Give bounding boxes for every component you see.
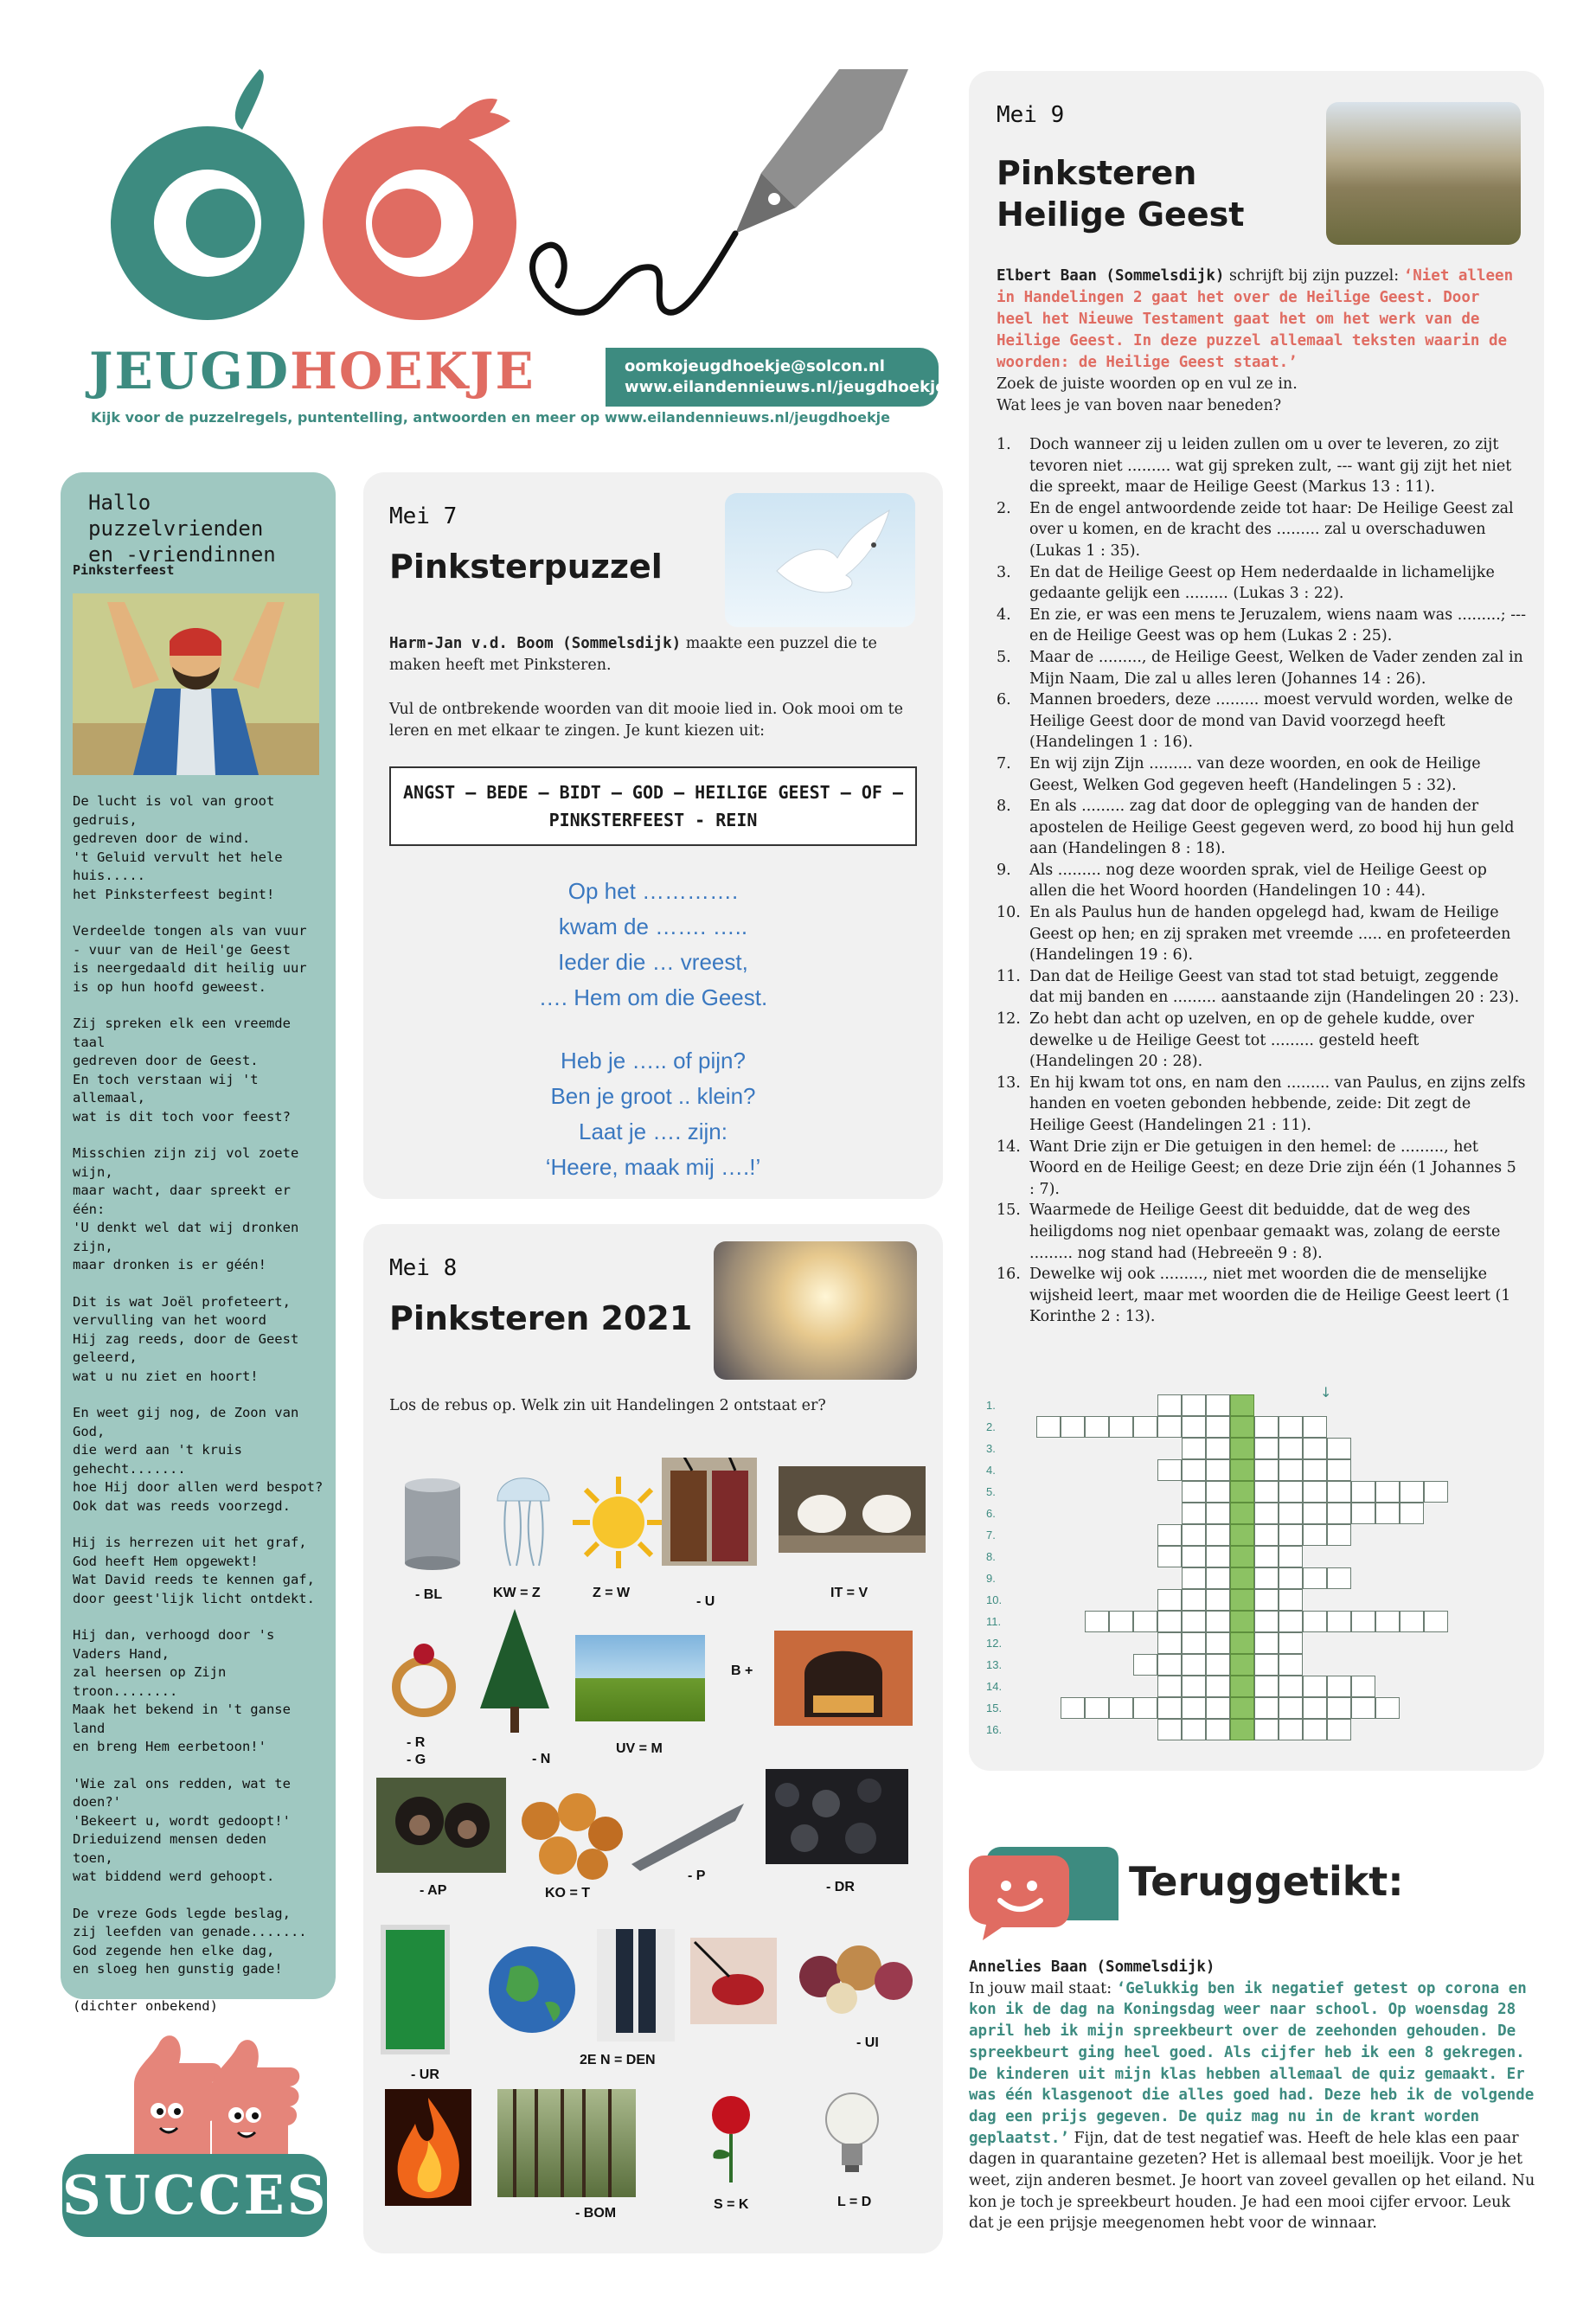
grid-cell[interactable] [1375,1503,1400,1524]
poem-credit: (dichter onbekend) [73,1997,218,2014]
grid-cell[interactable] [1157,1719,1182,1740]
succes-text: SUCCES [62,2163,329,2227]
question-item: 9. Als ......... nog deze woorden sprak, viel de Heilige Geest op allen die het Woord hoorden (Handelingen 10 : 44). [997,861,1487,901]
panel-date: Mei 8 [389,1255,458,1281]
question-list [997,434,1526,1328]
poem-title: Pinksterfeest [73,562,175,578]
grid-cell[interactable] [1351,1481,1375,1503]
grid-cell[interactable] [1206,1589,1230,1611]
grid-cell[interactable] [1206,1546,1230,1567]
grid-cell-highlight[interactable] [1230,1611,1254,1632]
poem [73,792,328,2034]
blood-image [690,1938,777,2024]
crossword-grid [969,1384,1544,1758]
poem-stanza: De vreze Gods legde beslag, zij leefden van genade....... God zegende hen elke dag, en sloeg hen gunstig gade! [73,1905,307,1977]
question-item: 7. En wij zijn Zijn ......... van deze woorden, en ook de Heilige Geest, Welken God gegeven heeft (Handelingen 5 : 32). [997,754,1481,794]
grid-cell-highlight[interactable] [1230,1589,1254,1611]
grid-cell[interactable] [1206,1654,1230,1676]
grid-cell[interactable] [1182,1697,1206,1719]
grid-row-number: 2. [986,1420,996,1433]
grid-cell[interactable] [1157,1632,1182,1654]
instruction-text: Los de rebus op. Welk zin uit Handelingen 2 ontstaat er? [389,1397,826,1414]
forest-image [497,2089,636,2197]
grid-row-number: 11. [986,1615,1002,1628]
grid-cell-highlight[interactable] [1230,1416,1254,1438]
author-name: Elbert Baan (Sommelsdijk) [997,267,1225,285]
grid-cell[interactable] [1254,1459,1279,1481]
grid-cell[interactable] [1279,1676,1303,1697]
panel-title: Pinksterpuzzel [389,548,663,586]
grid-cell-highlight[interactable] [1230,1524,1254,1546]
question-item: 10. En als Paulus hun de handen opgelegd had, kwam de Heilige Geest op hen; en zij spraken met vreemde ..... en profeteerden (Handelingen 19 : 6). [997,904,1511,965]
grid-cell[interactable] [1254,1567,1279,1589]
grid-cell[interactable] [1157,1611,1182,1632]
instruction-text: Vul de ontbrekende woorden van dit mooie lied in. Ook mooi om te leren en met elkaar te zingen. Je kunt kiezen uit: [389,701,903,740]
question-item: 12. Zo hebt dan acht op uzelven, en op de gehele kudde, over dewelke u de Heilige Geest tot ......... gesteld heeft (Handelingen 20 : 28). [997,1010,1474,1071]
grid-cell[interactable] [1206,1719,1230,1740]
contact-email[interactable]: oomkojeugdhoekje@solcon.nl [625,357,885,375]
grid-cell[interactable] [1254,1676,1279,1697]
panel-date: Mei 7 [389,503,458,529]
goats-image [779,1466,926,1553]
grid-cell[interactable] [1182,1632,1206,1654]
grid-cell[interactable] [1327,1676,1351,1697]
grid-row-number: 9. [986,1572,996,1585]
grid-cell[interactable] [1375,1611,1400,1632]
grid-cell[interactable] [1303,1697,1327,1719]
grid-row-number: 3. [986,1442,996,1455]
grid-cell[interactable] [1254,1416,1279,1438]
poem-stanza: Verdeelde tongen als van vuur - vuur van de Heil'ge Geest is neergedaald dit heilig uur is op hun hoofd geweest. [73,923,307,995]
rebus-label: L = D [837,2195,872,2209]
grid-cell[interactable] [1375,1481,1400,1503]
question-item: 4. En zie, er was een mens te Jeruzalem, wiens naam was .........; --- en de Heilige Geest was op hem (Lukas 2 : 25). [997,606,1527,645]
speech-bubble-icon [967,1838,1118,1942]
balls-image [515,1786,627,1881]
question-item: 11. Dan dat de Heilige Geest van stad tot stad betuigt, zeggende dat mij banden en ......... aanstaande zijn (Handelingen 20 : 23). [997,967,1520,1007]
poem-stanza: Zij spreken elk een vreemde taal gedreven door de Geest. En toch verstaan wij 't allemaal, wat is dit toch voor feest? [73,1016,291,1125]
grid-row-number: 12. [986,1637,1003,1650]
rebus-label: S = K [714,2197,749,2212]
grid-cell[interactable] [1254,1546,1279,1567]
rebus-label: - DR [826,1880,855,1894]
grid-cell[interactable] [1351,1503,1375,1524]
teruggetikt-text: Annelies Baan (Sommelsdijk) In jouw mail staat: ‘Gelukkig ben ik negatief getest op corona en kon ik de dag na Koningsdag weer naar school. Op woensdag 28 april heb ik mijn spreekbeurt over de zeehonden gehouden. De spreekbeurt ging heel goed. Als cijfer heb ik een 8 gekregen. De kinderen uit mijn klas hebben allemaal de quiz gemaakt. Er was één klasgenoot die alles goed had. Deze heb ik de volgende dag een prijs gegeven. De quiz mag nu in de krant worden geplaatst.’ Fijn, dat de test negatief was. Heeft de hele klas een paar dagen in quarantaine gezeten? Het is allemaal best moeilijk. Voor je het weet, zijn anderen besmet. Je hoort van zoveel gevallen op het eiland. Nu kon je toch je spreekbeurt houden. Je had een mooi cijfer ervoor. Leuk dat je een prijsje meegenomen hebt voor de winnaar. [969,1958,1535,2233]
grid-cell[interactable] [1206,1459,1230,1481]
grid-cell[interactable] [1279,1567,1303,1589]
panel-mei9 [969,71,1544,1771]
grid-cell[interactable] [1327,1481,1351,1503]
poem-stanza: 'Wie zal ons redden, wat te doen?' 'Bekeert u, wordt gedoopt!' Drieduizend mensen deden toen, wat biddend werd gehoopt. [73,1775,291,1884]
grid-cell[interactable] [1206,1503,1230,1524]
rebus-label: 2E N = DEN [580,2053,656,2067]
hill-image [575,1635,705,1721]
succes-badge [62,2154,327,2237]
grid-cell[interactable] [1351,1611,1375,1632]
grid-cell[interactable] [1327,1611,1351,1632]
grid-cell[interactable] [1303,1459,1327,1481]
greeting-line2: en -vriendinnen [88,542,276,567]
grid-cell[interactable] [1157,1546,1182,1567]
grid-row-number: 7. [986,1529,996,1541]
grid-cell[interactable] [1182,1394,1206,1416]
grid-cell[interactable] [1206,1481,1230,1503]
grid-cell[interactable] [1206,1632,1230,1654]
grid-cell[interactable] [1133,1654,1157,1676]
grid-row-number: 8. [986,1550,996,1563]
rebus-label: - UR [411,2067,439,2082]
logo-graphic [82,69,567,363]
rebus-label: IT = V [830,1586,869,1600]
grid-cell[interactable] [1254,1719,1279,1740]
poem-stanza: Hij is herrezen uit het graf, God heeft Hem opgewekt! Wat David reeds te kennen gaf, door geest'lijk licht ontdekt. [73,1535,315,1606]
poem-stanza: Dit is wat Joël profeteert, vervulling van het woord Hij zag reeds, door de Geest geleerd, wat u nu ziet en hoort! [73,1293,299,1384]
fire-icon [385,2089,471,2206]
grid-cell[interactable] [1279,1459,1303,1481]
question-item: 14. Want Drie zijn er Die getuigen in den hemel: de ........., het Woord en de Heilige Geest; en deze Drie zijn één (1 Johannes 5 : 7). [997,1138,1516,1198]
grid-cell[interactable] [1182,1567,1206,1589]
grid-cell-highlight[interactable] [1230,1438,1254,1459]
panel-title: Pinksteren Heilige Geest [997,154,1245,234]
grid-cell[interactable] [1109,1697,1133,1719]
grid-cell[interactable] [1303,1438,1327,1459]
rebus-label: - AP [420,1883,447,1898]
grid-cell[interactable] [1279,1416,1303,1438]
grid-cell[interactable] [1303,1481,1327,1503]
pen-image [623,1795,753,1873]
logo-text [89,342,535,401]
grid-cell[interactable] [1279,1503,1303,1524]
dove-photo [725,493,915,627]
grid-cell[interactable] [1182,1438,1206,1459]
question-item: 6. Mannen broeders, deze ......... moest vervuld worden, welke de Heilige Geest door de mond van David voorzegd heeft (Handelingen 1 : 16). [997,691,1513,752]
grid-cell-highlight[interactable] [1230,1459,1254,1481]
grid-row-number: 6. [986,1507,996,1520]
grid-cell[interactable] [1206,1611,1230,1632]
question-item: 15. Waarmede de Heilige Geest dit beduidde, dat de weg des heiligdoms nog niet openbaar gemaakt was, zolang de eerste ......... nog stand had (Hebreeën 9 : 8). [997,1202,1501,1262]
grid-cell-highlight[interactable] [1230,1481,1254,1503]
question-item: 5. Maar de ........., de Heilige Geest, Welken de Vader zenden zal in Mijn Naam, Die zal u alles leren (Johannes 14 : 26). [997,648,1523,688]
grid-cell-highlight[interactable] [1230,1697,1254,1719]
rebus-label: - P [688,1868,706,1883]
grid-cell-highlight[interactable] [1230,1567,1254,1589]
grid-cell[interactable] [1351,1676,1375,1697]
grid-cell[interactable] [1279,1524,1303,1546]
poem-stanza: En weet gij nog, de Zoon van God, die werd aan 't kruis gehecht....... hoe Hij door allen werd bespot? Ook dat was reeds voorzegd. [73,1405,324,1514]
rebus-label: - N [532,1752,551,1766]
grid-cell[interactable] [1182,1611,1206,1632]
question-item: 2. En de engel antwoordende zeide tot haar: De Heilige Geest zal over u komen, en de kracht des ......... zal u overschaduwen (Lukas 1 : 35). [997,499,1514,560]
oven-image [774,1631,913,1726]
left-column [61,472,336,2014]
reply-text: Fijn, dat de test negatief was. Heeft de hele klas een paar dagen in quarantaine gezeten? Het is allemaal best moeilijk. Voor je het weet, zijn anderen besmet. Je hoort van zoveel gevallen op het eiland. Nu kon je toch je spreekbeurt houden. Je had een mooi cijfer ervoor. Leuk dat je een prijsje meegenomen hebt voor de winnaar. [969,2129,1535,2233]
grid-cell[interactable] [1279,1654,1303,1676]
panel-title: Pinksteren 2021 [389,1299,693,1337]
panel-mei7 [363,472,943,1199]
grid-cell[interactable] [1157,1697,1182,1719]
poem-stanza: Misschien zijn zij vol zoete wijn, maar wacht, daar spreekt er één: 'U denkt wel dat wij dronken zijn, maar dronken is er géén! [73,1145,299,1272]
grid-cell[interactable] [1327,1459,1351,1481]
grid-cell[interactable] [1206,1697,1230,1719]
grid-cell[interactable] [1133,1416,1157,1438]
landscape-photo [1326,102,1521,245]
grid-cell[interactable] [1424,1481,1448,1503]
panel-date: Mei 9 [997,102,1065,128]
word-choices: ANGST – BEDE – BIDT – GOD – HEILIGE GEEST – OF – PINKSTERFEEST - REIN [389,766,917,846]
grid-cell[interactable] [1279,1697,1303,1719]
grid-cell[interactable] [1157,1416,1182,1438]
grid-cell[interactable] [1206,1676,1230,1697]
grid-cell[interactable] [1157,1589,1182,1611]
rebus-label: - UI [856,2035,879,2050]
legs-image [597,1929,675,2041]
grid-cell[interactable] [1109,1416,1133,1438]
grid-cell[interactable] [1375,1697,1400,1719]
grid-cell[interactable] [1327,1567,1351,1589]
song-lyrics: Op het …………. kwam de ……. ….. Ieder die … vreest, …. Hem om die Geest. Heb je ….. of pijn? Ben je groot .. klein? Laat je …. zijn: ‘Heere, maak mij ….!’ [538,878,768,1180]
grid-cell[interactable] [1303,1567,1327,1589]
grid-cell[interactable] [1133,1697,1157,1719]
quote-text: ‘Niet alleen in Handelingen 2 gaat het over de Heilige Geest. Door heel het Nieuwe Testament gaat het om het werk van de Heilige Geest. In deze puzzel allemaal teksten waarin de woorden: de Heilige Geest staat.’ [997,267,1514,371]
question-item: 16. Dewelke wij ook ........., niet met woorden die de menselijke wijsheid leert, maar met woorden die de Heilige Geest leert (1 Korinthe 2 : 13). [997,1266,1511,1326]
grid-row-number: 4. [986,1464,996,1477]
grid-cell[interactable] [1157,1654,1182,1676]
grid-cell[interactable] [1254,1524,1279,1546]
grid-cell[interactable] [1061,1416,1085,1438]
grid-cell[interactable] [1254,1481,1279,1503]
logo-text-jeugd: JEUGD [89,342,291,401]
intro-text: Elbert Baan (Sommelsdijk) schrijft bij zijn puzzel: ‘Niet alleen in Handelingen 2 gaat het over de Heilige Geest. Door heel het Nieuwe Testament gaat het om het werk van de Heilige Geest. In deze puzzel allemaal teksten waarin de woorden: de Heilige Geest staat.’ Zoek de juiste woorden op en vul ze in. Wat lees je van boven naar beneden? [997,267,1514,414]
rebus-label: KW = Z [493,1586,541,1600]
grid-cell[interactable] [1254,1654,1279,1676]
grid-cell[interactable] [1254,1697,1279,1719]
grid-cell[interactable] [1327,1438,1351,1459]
grid-cell[interactable] [1206,1416,1230,1438]
apostle-illustration [73,593,319,775]
grid-cell[interactable] [1254,1589,1279,1611]
grid-cell[interactable] [1254,1611,1279,1632]
grid-cell[interactable] [1206,1438,1230,1459]
grid-cell-highlight[interactable] [1230,1654,1254,1676]
doors-image [662,1458,757,1566]
grid-cell[interactable] [1303,1719,1327,1740]
grid-cell[interactable] [1303,1416,1327,1438]
grid-row-number: 5. [986,1485,996,1498]
contact-website[interactable]: www.eilandennieuws.nl/jeugdhoekje [625,378,946,396]
grid-cell[interactable] [1133,1611,1157,1632]
grid-cell-highlight[interactable] [1230,1394,1254,1416]
grid-cell[interactable] [1182,1481,1206,1503]
contact-box [606,348,946,407]
grid-cell[interactable] [1254,1503,1279,1524]
grid-cell[interactable] [1109,1611,1133,1632]
grid-cell-highlight[interactable] [1230,1503,1254,1524]
grid-cell[interactable] [1400,1503,1424,1524]
grid-cell[interactable] [1157,1524,1182,1546]
monkeys-image [376,1778,506,1873]
grid-cell[interactable] [1351,1697,1375,1719]
grid-cell[interactable] [1400,1481,1424,1503]
grid-cell-highlight[interactable] [1230,1719,1254,1740]
rose-icon [701,2089,761,2184]
tree-image [476,1605,554,1734]
grid-cell[interactable] [1327,1719,1351,1740]
teruggetikt-title: Teruggetikt: [1129,1858,1404,1905]
grid-cell[interactable] [1279,1438,1303,1459]
grid-cell[interactable] [1182,1503,1206,1524]
grid-cell[interactable] [1182,1676,1206,1697]
grid-cell[interactable] [1182,1719,1206,1740]
grid-cell[interactable] [1182,1416,1206,1438]
rebus-label: - U [696,1594,715,1609]
grid-cell[interactable] [1424,1611,1448,1632]
author-name: Harm-Jan v.d. Boom (Sommelsdijk) [389,635,682,652]
grid-row-number: 13. [986,1658,1003,1671]
grid-cell-highlight[interactable] [1230,1676,1254,1697]
greeting [88,490,336,567]
grid-cell[interactable] [1157,1676,1182,1697]
rebus-label: Z = W [593,1586,631,1600]
can-image [398,1475,467,1570]
grid-cell[interactable] [1279,1611,1303,1632]
door-image [381,1925,450,2054]
rebus-label: - BL [415,1587,443,1602]
grid-row-number: 1. [986,1399,996,1412]
grid-cell[interactable] [1303,1524,1327,1546]
poem-stanza: De lucht is vol van groot gedruis, gedreven door de wind. 't Geluid vervult het hele huis..... het Pinksterfeest begint! [73,793,283,902]
reader-quote: ‘Gelukkig ben ik negatief getest op corona en kon ik de dag na Koningsdag weer naar school. Op woensdag 28 april heb ik mijn spreekbeurt over de zeehonden gehouden. De spreekbeurt ging heel goed. Als cijfer heb ik een 8 gekregen. De kinderen uit mijn klas hebben allemaal de quiz gemaakt. Er was één klasgenoot die alles goed had. Deze heb ik de volgende dag een prijs gegeven. De quiz mag nu in de krant worden geplaatst.’ [969,1979,1535,2147]
poem-stanza: Hij dan, verhoogd door 's Vaders Hand, zal heersen op Zijn troon........ Maak het bekend in 't ganse land en breng Hem eerbetoon!' [73,1627,291,1754]
question-item: 13. En hij kwam tot ons, en nam den ......... van Paulus, en zijns zelfs handen en voeten gebonden hebbende, zeide: Dit zegt de Heilige Geest (Handelingen 21 : 11). [997,1074,1526,1134]
grid-cell[interactable] [1279,1632,1303,1654]
grid-cell[interactable] [1085,1611,1109,1632]
grid-cell[interactable] [1085,1697,1109,1719]
grid-cell[interactable] [1157,1394,1182,1416]
lightbulb-icon [817,2085,887,2184]
grid-cell[interactable] [1303,1611,1327,1632]
rebus-label: - R - G [407,1735,426,1767]
grid-row-number: 14. [986,1680,1003,1693]
rebus-label: - BOM [575,2206,617,2221]
grid-cell[interactable] [1182,1524,1206,1546]
stones-image [766,1769,908,1864]
tagline: Kijk voor de puzzelregels, puntentelling, antwoorden en meer op www.eilandennieuws.nl/jeugdhoekje [91,409,890,426]
ring-image [385,1626,463,1721]
grid-cell[interactable] [1400,1611,1424,1632]
grid-row-number: 10. [986,1593,1003,1606]
greeting-line1: Hallo puzzelvrienden [88,490,264,541]
grid-cell[interactable] [1182,1546,1206,1567]
grid-cell[interactable] [1303,1676,1327,1697]
grid-arrow: ↓ [1320,1384,1332,1400]
grid-cell-highlight[interactable] [1230,1632,1254,1654]
grid-cell[interactable] [1036,1416,1061,1438]
grid-row-number: 15. [986,1702,1003,1715]
grid-cell[interactable] [1206,1394,1230,1416]
grid-cell[interactable] [1182,1459,1206,1481]
grid-cell[interactable] [1327,1524,1351,1546]
panel-mei8 [363,1224,943,2253]
grid-cell[interactable] [1182,1589,1206,1611]
rebus-label: B + [731,1663,753,1678]
question-item: 8. En als ......... zag dat door de oplegging van de handen der apostelen de Heilige Geest gegeven werd, zo bood hij hun geld aan (Handelingen 8 : 18). [997,798,1515,858]
intro-text: Harm-Jan v.d. Boom (Sommelsdijk) maakte een puzzel die te maken heeft met Pinksteren. [389,635,877,674]
grid-cell[interactable] [1206,1524,1230,1546]
grid-cell[interactable] [1254,1632,1279,1654]
jellyfish-image [489,1466,558,1570]
grid-row-number: 16. [986,1723,1003,1736]
thumbs-up-icon [82,2024,316,2163]
grid-cell[interactable] [1303,1503,1327,1524]
sun-icon [571,1475,666,1570]
question-item: 3. En dat de Heilige Geest op Hem nederdaalde in lichamelijke gedaante gelijk een ......... (Lukas 3 : 22). [997,563,1495,603]
grid-cell[interactable] [1182,1654,1206,1676]
logo-text-hoekje: HOEKJE [290,342,535,401]
grid-cell[interactable] [1279,1719,1303,1740]
grid-cell-highlight[interactable] [1230,1546,1254,1567]
grid-cell[interactable] [1327,1503,1351,1524]
onions-image [794,1929,915,2016]
grid-cell[interactable] [1279,1589,1303,1611]
globe-icon [484,1942,580,2037]
grid-cell[interactable] [1327,1697,1351,1719]
grid-cell[interactable] [1157,1459,1182,1481]
rebus-label: KO = T [545,1886,591,1900]
question-item: 1. Doch wanneer zij u leiden zullen om u over te leveren, zo zijt tevoren niet ......... wat gij spreken zult, --- want gij zijt het niet die spreekt, maar de Heilige Geest (Markus 13 : 11). [997,436,1512,497]
logo [82,69,567,363]
grid-cell[interactable] [1061,1697,1085,1719]
sky-photo [714,1241,917,1380]
grid-cell[interactable] [1206,1567,1230,1589]
grid-cell[interactable] [1279,1546,1303,1567]
grid-cell[interactable] [1085,1416,1109,1438]
grid-cell[interactable] [1254,1438,1279,1459]
reader-name: Annelies Baan (Sommelsdijk) [969,1958,1215,1976]
pen-icon [510,61,926,346]
rebus-label: UV = M [616,1741,663,1756]
grid-cell[interactable] [1279,1481,1303,1503]
